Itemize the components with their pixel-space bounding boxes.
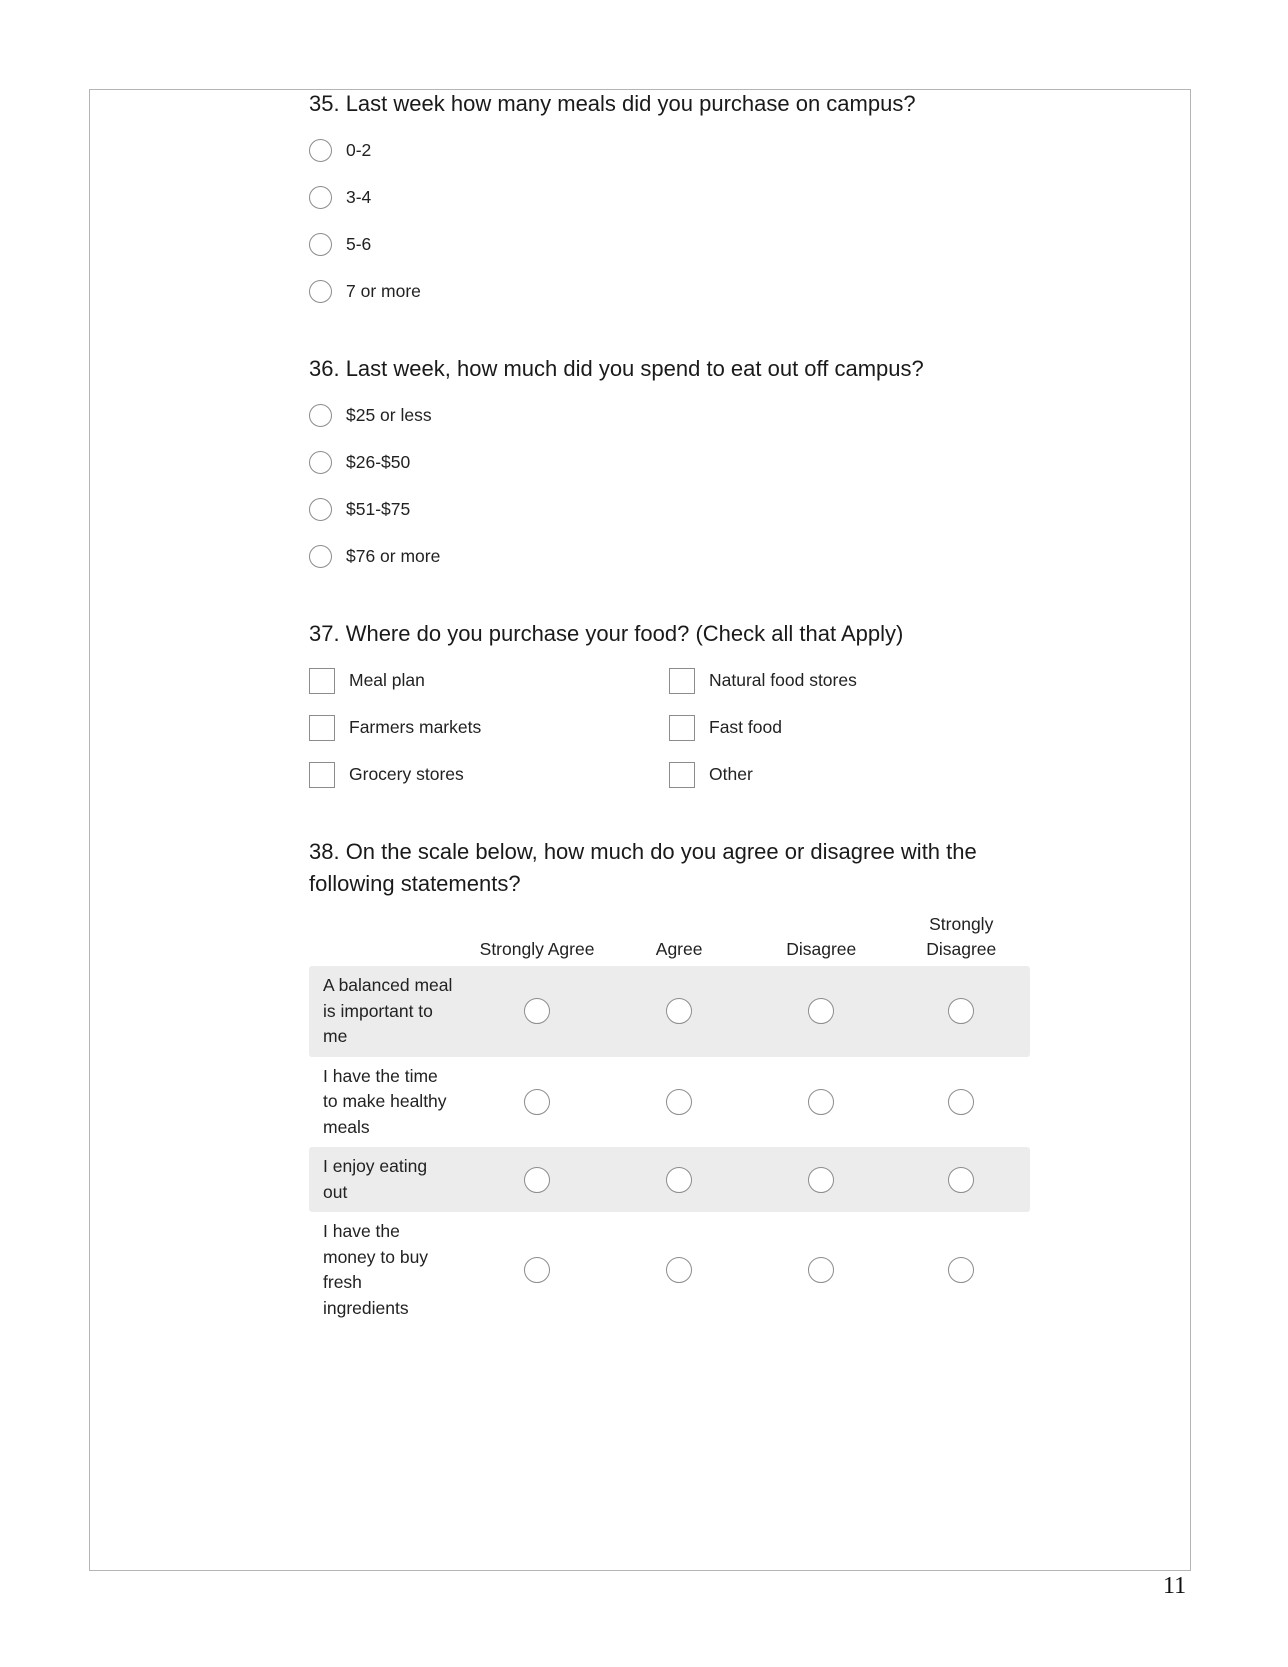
table-row [309,1147,1030,1212]
checkbox[interactable] [309,762,335,788]
radio-button[interactable] [309,280,332,303]
option-7-or-more[interactable]: 7 or more [309,268,1069,315]
option-natural-food-stores[interactable]: Natural food stores [669,657,1029,704]
column-strongly-agree: Strongly Agree [479,939,595,959]
question-38 [309,836,1069,1328]
radio-agree[interactable] [666,1167,692,1193]
option-meal-plan[interactable]: Meal plan [309,657,669,704]
column-agree: Agree [655,939,703,959]
option-other[interactable]: Other [669,751,1029,798]
statement-label: I have the money to buy fresh ingredients [323,1221,429,1318]
radio-button[interactable] [309,139,332,162]
option-grocery-stores[interactable]: Grocery stores [309,751,669,798]
likert-scale-table [309,912,1030,1328]
option-fast-food[interactable]: Fast food [669,704,1029,751]
question-37-options [309,657,1069,798]
radio-button[interactable] [309,233,332,256]
option-76-or-more[interactable]: $76 or more [309,533,1069,580]
radio-button[interactable] [309,186,332,209]
radio-strongly-disagree[interactable] [948,1089,974,1115]
radio-agree[interactable] [666,1257,692,1283]
table-row [309,1057,1030,1148]
checkbox[interactable] [309,715,335,741]
column-strongly-disagree: Strongly Disagree [926,914,997,959]
question-36-title: 36. Last week, how much did you spend to eat out off campus? [309,356,924,381]
page-number: 11 [1163,1573,1187,1599]
radio-strongly-agree[interactable] [524,998,550,1024]
checkbox[interactable] [669,762,695,788]
option-25-or-less[interactable]: $25 or less [309,392,1069,439]
table-row [309,1212,1030,1328]
radio-strongly-agree[interactable] [524,1167,550,1193]
radio-agree[interactable] [666,998,692,1024]
question-35 [309,88,1069,315]
option-5-6[interactable]: 5-6 [309,221,1069,268]
radio-button[interactable] [309,498,332,521]
question-36-options [309,392,1069,580]
option-0-2[interactable]: 0-2 [309,127,1069,174]
radio-disagree[interactable] [808,1167,834,1193]
question-35-options [309,127,1069,315]
radio-button[interactable] [309,404,332,427]
radio-strongly-disagree[interactable] [948,1257,974,1283]
likert-header-row [309,912,1030,966]
radio-disagree[interactable] [808,998,834,1024]
table-row [309,966,1030,1057]
question-37-title: 37. Where do you purchase your food? (Check all that Apply) [309,621,904,646]
checkbox[interactable] [309,668,335,694]
radio-strongly-agree[interactable] [524,1257,550,1283]
statement-label: A balanced meal is important to me [309,966,466,1057]
radio-disagree[interactable] [808,1257,834,1283]
statement-label: I have the time to make healthy meals [323,1065,447,1137]
option-farmers-markets[interactable]: Farmers markets [309,704,669,751]
radio-disagree[interactable] [808,1089,834,1115]
column-disagree: Disagree [786,939,857,959]
radio-button[interactable] [309,545,332,568]
checkbox[interactable] [669,715,695,741]
statement-label: I enjoy eating out [309,1147,466,1212]
radio-strongly-agree[interactable] [524,1089,550,1115]
question-36 [309,353,1069,580]
radio-agree[interactable] [666,1089,692,1115]
question-37 [309,618,1069,798]
question-35-title: 35. Last week how many meals did you purchase on campus? [309,91,916,116]
option-51-75[interactable]: $51-$75 [309,486,1069,533]
radio-button[interactable] [309,451,332,474]
checkbox[interactable] [669,668,695,694]
question-38-title: 38. On the scale below, how much do you agree or disagree with the following statements? [309,839,977,896]
option-3-4[interactable]: 3-4 [309,174,1069,221]
radio-strongly-disagree[interactable] [948,1167,974,1193]
radio-strongly-disagree[interactable] [948,998,974,1024]
option-26-50[interactable]: $26-$50 [309,439,1069,486]
